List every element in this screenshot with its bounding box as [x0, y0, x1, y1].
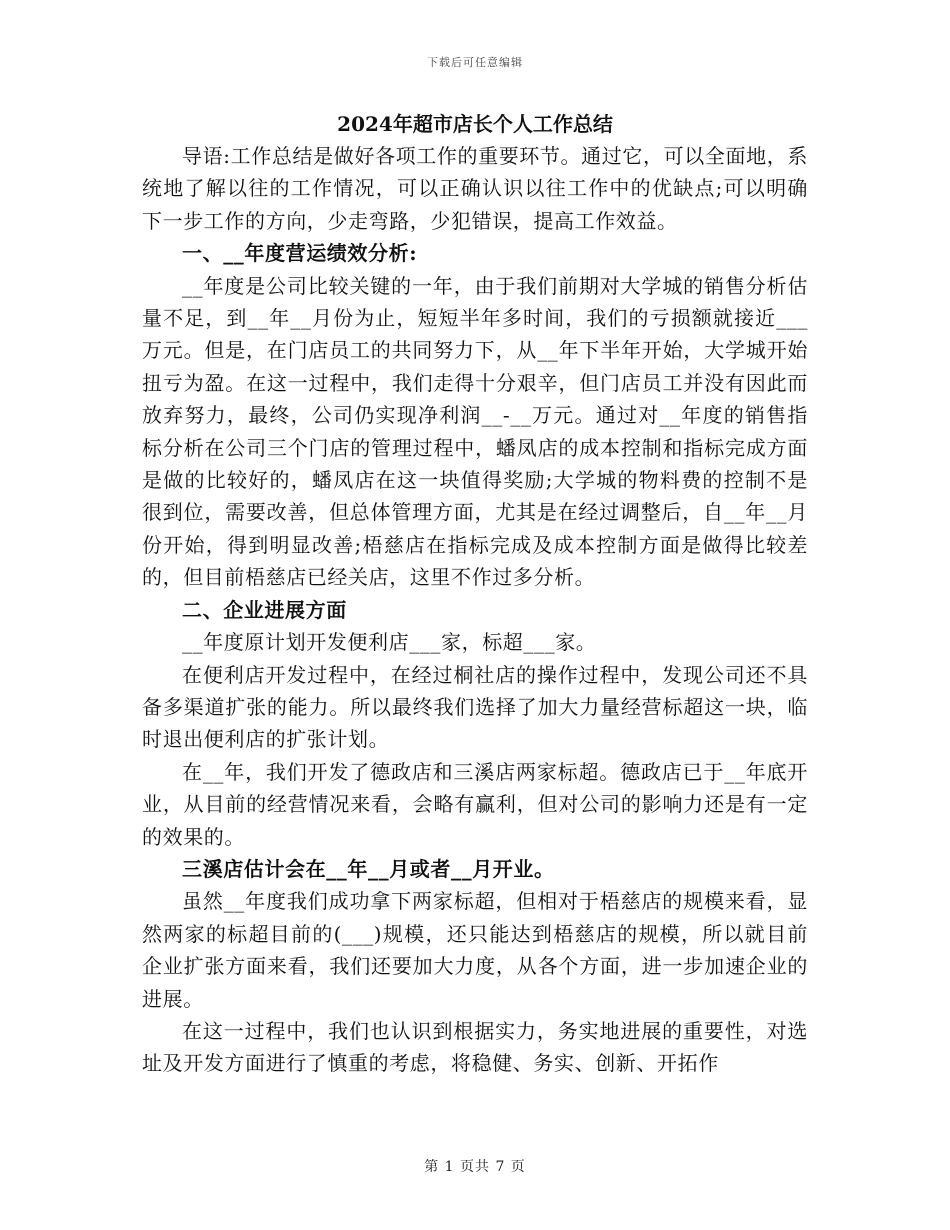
body-paragraph: __年度原计划开发便利店___家，标超___家。 — [182, 630, 597, 655]
body-paragraph: 在便利店开发过程中，在经过桐社店的操作过程中，发现公司还不具备多渠道扩张的能力。所以最终我们选择了加大力量经营标超这一块，临时退出便利店的扩张计划。 — [142, 662, 808, 752]
document-body — [142, 108, 808, 1080]
page-number: 第 1 页共 7 页 — [424, 1159, 526, 1175]
section-heading-1: 一、__年度营运绩效分析: — [182, 241, 418, 266]
body-paragraph: 虽然__年度我们成功拿下两家标超，但相对于梧慈店的规模来看，显然两家的标超目前的(___)规模，还只能达到梧慈店的规模，所以就目前企业扩张方面来看，我们还要加大力度，从各个方面，进一步加速企业的进展。 — [142, 889, 808, 1011]
body-paragraph: __年度是公司比较关键的一年，由于我们前期对大学城的销售分析估量不足，到__年__月份为止，短短半年多时间，我们的亏损额就接近___万元。但是，在门店员工的共同努力下，从__年下半年开始，大学城开始扭亏为盈。在这一过程中，我们走得十分艰辛，但门店员工并没有因此而放弃努力，最终，公司仍实现净利润__-__万元。通过对__年度的销售指标分析在公司三个门店的管理过程中，蟠凤店的成本控制和指标完成方面是做的比较好的，蟠凤店在这一块值得奖励;大学城的物料费的控制不是很到位，需要改善，但总体管理方面，尤其是在经过调整后，自__年__月份开始，得到明显改善;梧慈店在指标完成及成本控制方面是做得比较差的，但目前梧慈店已经关店，这里不作过多分析。 — [142, 273, 808, 590]
bold-paragraph: 三溪店估计会在__年__月或者__月开业。 — [182, 856, 555, 881]
section-heading-2: 二、企业进展方面 — [182, 597, 347, 622]
body-paragraph: 在__年，我们开发了德政店和三溪店两家标超。德政店已于__年底开业，从目前的经营情况来看，会略有赢利，但对公司的影响力还是有一定的效果的。 — [142, 759, 808, 849]
body-paragraph: 在这一过程中，我们也认识到根据实力，务实地进展的重要性，对选址及开发方面进行了慎重的考虑，将稳健、务实、创新、开拓作 — [142, 1018, 808, 1076]
header-note: 下载后可任意编辑 — [427, 56, 523, 69]
intro-paragraph: 导语:工作总结是做好各项工作的重要环节。通过它，可以全面地，系统地了解以往的工作情况，可以正确认识以往工作中的优缺点;可以明确下一步工作的方向，少走弯路，少犯错误，提高工作效益。 — [142, 144, 808, 233]
document-title: 2024年超市店长个人工作总结 — [337, 112, 613, 136]
